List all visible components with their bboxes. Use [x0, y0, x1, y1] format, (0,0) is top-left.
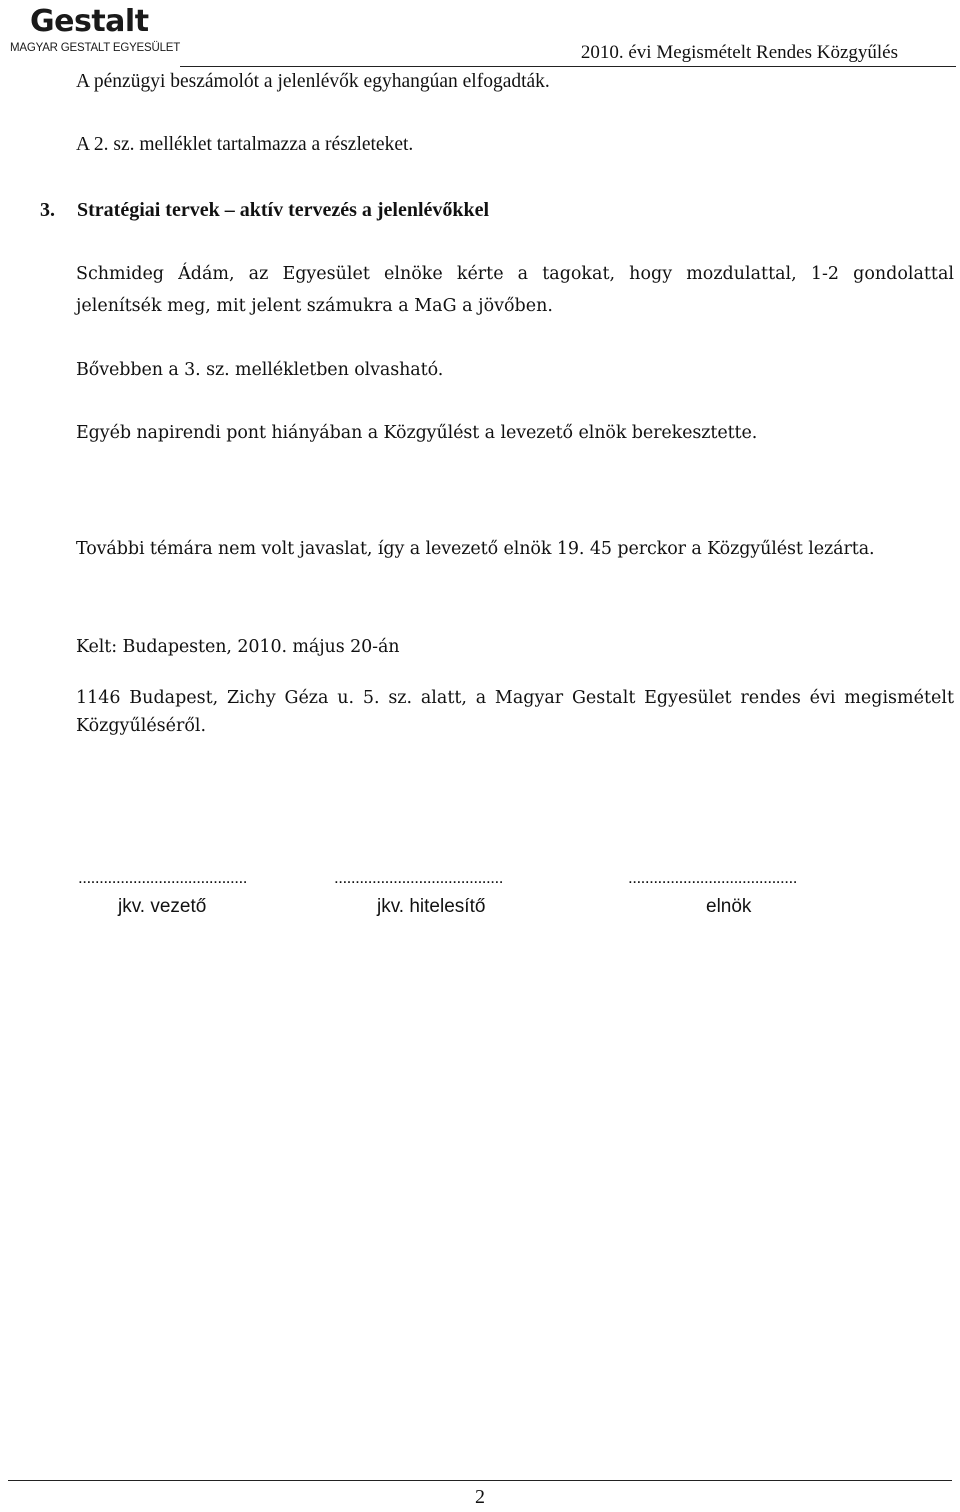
logo-wordmark: Gestalt: [30, 4, 149, 39]
section-number: 3.: [40, 199, 55, 221]
gestalt-logo: [10, 4, 180, 58]
document-header-title: 2010. évi Megismételt Rendes Közgyűlés: [580, 42, 898, 63]
paragraph-strategy-line2: jelenítsék meg, mit jelent számukra a MaG a jövőben.: [76, 296, 553, 316]
signature-label-authenticator: jkv. hitelesítő: [377, 896, 486, 917]
signature-label-president: elnök: [706, 896, 752, 917]
signature-line-president: ........................................: [628, 868, 797, 887]
paragraph-meeting-closed: További témára nem volt javaslat, így a levezető elnök 19. 45 perckor a Közgyűlést lezárta.: [76, 539, 875, 559]
paragraph-strategy: [76, 258, 954, 322]
footer-divider: [8, 1480, 952, 1481]
section-title: Stratégiai tervek – aktív tervezés a jelenlévőkkel: [77, 199, 490, 221]
body-line-annex-2: A 2. sz. melléklet tartalmazza a részleteket.: [76, 134, 414, 155]
paragraph-strategy-line1: Schmideg Ádám, az Egyesület elnöke kérte a tagokat, hogy mozdulattal, 1-2 gondolattal: [76, 264, 954, 284]
address-line2: Közgyűléséről.: [76, 716, 207, 736]
signature-line-authenticator: ........................................: [334, 868, 503, 887]
page-number: 2: [475, 1486, 485, 1508]
paragraph-closing-agenda: Egyéb napirendi pont hiányában a Közgyűlést a levezető elnök berekesztette.: [76, 423, 758, 443]
header-divider: [180, 66, 956, 67]
body-line-financial-report: A pénzügyi beszámolót a jelenlévők egyhangúan elfogadták.: [76, 71, 550, 92]
address-paragraph: [76, 684, 954, 740]
paragraph-annex-3: Bővebben a 3. sz. mellékletben olvasható.: [76, 360, 444, 380]
page-header: [0, 0, 960, 70]
section-heading: [40, 198, 489, 222]
signature-line-recorder: ........................................: [78, 868, 247, 887]
address-line1: 1146 Budapest, Zichy Géza u. 5. sz. alatt, a Magyar Gestalt Egyesület rendes évi megismételt: [76, 688, 954, 708]
dated-line: Kelt: Budapesten, 2010. május 20-án: [76, 637, 400, 657]
logo-subtitle: MAGYAR GESTALT EGYESÜLET: [10, 42, 181, 54]
signature-label-recorder: jkv. vezető: [118, 896, 207, 917]
